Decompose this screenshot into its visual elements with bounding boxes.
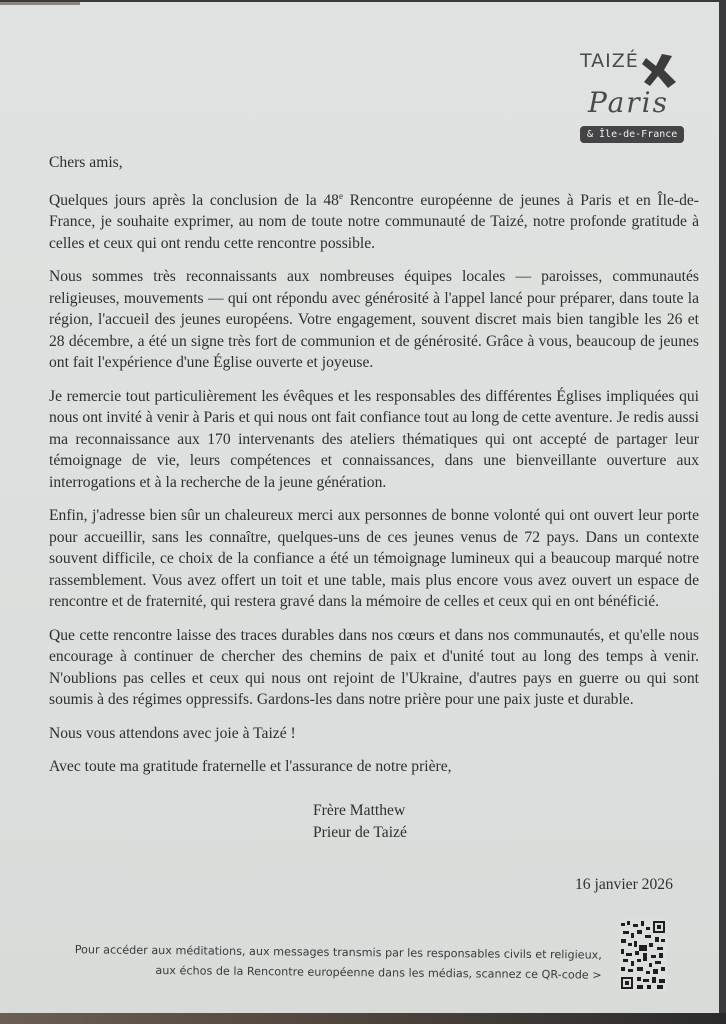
logo-region-badge: & Île-de-France [580,126,684,143]
logo-city: Paris [588,86,669,119]
signature-block [313,800,407,843]
paragraph-1: Quelques jours après la conclusion de la 48e Rencontre européenne de jeunes à Paris et en Île-de-France, je souhaite exprimer, au nom de toute notre communauté de Taizé, notre profonde gratitude à celles et ceux qui ont rendu cette rencontre possible. [49,190,699,252]
paper-edge [0,2,80,5]
closing-line: Avec toute ma gratitude fraternelle et l'assurance de notre prière, [49,758,452,776]
logo-title: TAIZÉ [580,50,639,72]
paragraph-2: Nous sommes très reconnaissants aux nombreuses équipes locales — paroisses, communautés religieuses, mouvements — qui ont répondu avec générosité à l'appel lancé pour préparer, dans toute la région, l'accueil des jeunes européens. Votre engagement, souvent discret mais bien tangible les 26 et 28 décembre, a été un signe très fort de communion et de générosité. Grâce à vous, beaucoup de jeunes ont fait l'expérience d'une Église ouverte et joyeuse. [49,268,699,372]
letter-body [49,152,699,790]
qr-instructions-line-1: Pour accéder aux méditations, aux messages transmis par les responsables civils et religieux, [74,943,602,962]
signatory-title: Prieur de Taizé [313,823,407,841]
signatory-name: Frère Matthew [313,802,406,819]
invitation-line: Nous vous attendons avec joie à Taizé ! [49,724,296,742]
taize-paris-logo [580,50,700,150]
paragraph-4: Enfin, j'adresse bien sûr un chaleureux merci aux personnes de bonne volonté qui ont ouvert leur porte pour accueillir, sans les connaître, quelques-uns de ces jeunes venus de 72 pays. Dans un contexte souvent difficile, ce choix de la confiance a été un témoignage lumineux qui a beaucoup marqué notre rassemblement. Vous avez offert un toit et une table, mais plus encore vous avez ouvert un espace de rencontre et de fraternité, qui restera gravé dans la mémoire de celles et ceux qui en ont bénéficié. [49,507,699,611]
qr-instructions [60,940,602,986]
background-surface [0,1013,726,1024]
qr-code-icon[interactable] [619,919,667,991]
paragraph-1-rest: Rencontre européenne de jeunes à Paris et en Île-de-France, je souhaite exprimer, au nom de toute notre communauté de Taizé, notre profonde gratitude à celles et ceux qui ont rendu cette rencontre possible. [49,191,699,252]
paragraph-5: Que cette rencontre laisse des traces durables dans nos cœurs et dans nos communautés, et qu'elle nous encourage à continuer de chercher des chemins de paix et d'unité tout au long des temps à venir. N'oublions pas celles et ceux qui nous ont rejoint de l'Ukraine, d'autres pays en guerre ou qui sont soumis à des régimes oppressifs. Gardons-les dans notre prière pour une paix juste et durable. [49,626,699,709]
qr-instructions-line-2: aux échos de la Rencontre européenne dans les médias, scannez ce QR-code > [155,964,602,982]
paragraph-3: Je remercie tout particulièrement les évêques et les responsables des différentes Églises impliquées qui nous ont invité à venir à Paris et qui nous ont fait confiance tout au long de cette aventure. Je redis aussi ma reconnaissance aux 170 intervenants des ateliers thématiques qui ont accepté de partager leur témoignage de vie, leurs compétences et connaissances, dans une bienveillante ouverture aux interrogations et à la recherche de la jeune génération. [49,387,699,491]
letter-date: 16 janvier 2026 [575,876,673,893]
taize-dove-cross-icon [642,52,678,90]
greeting: Chers amis, [49,154,123,171]
letter-page [0,2,719,1015]
